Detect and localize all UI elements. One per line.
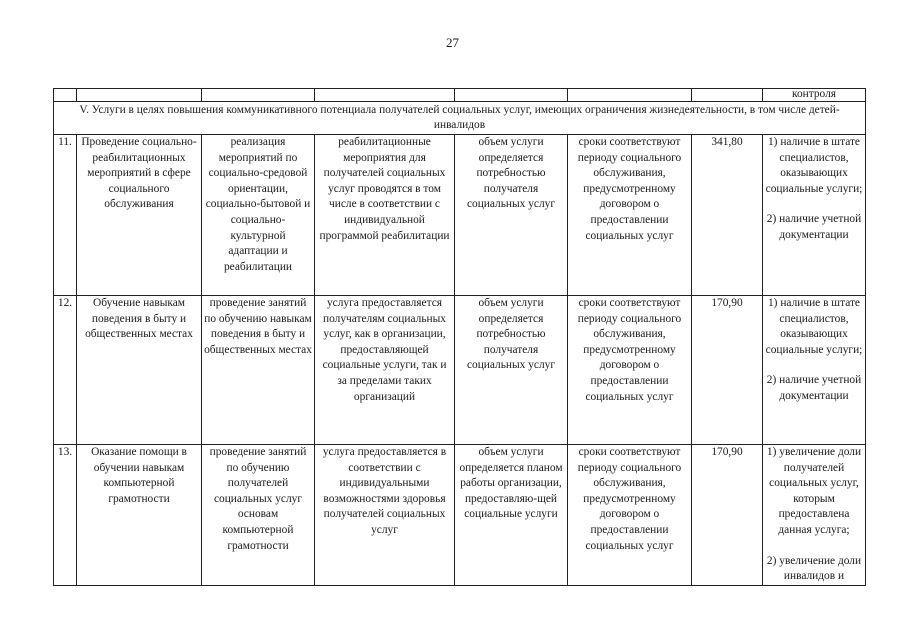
service-name: Проведение социально-реабилитационных мероприятий в сфере социального обслуживания — [77, 135, 202, 296]
service-volume: объем услуги определяется потребностью получателя социальных услуг — [455, 296, 568, 445]
service-name: Обучение навыкам поведения в быту и общественных местах — [77, 296, 202, 445]
service-content: реализация мероприятий по социально-средовой ориентации, социально-бытовой и социально-культурной адаптации и реабилитации — [202, 135, 315, 296]
table-row — [54, 135, 866, 296]
table-row — [54, 445, 866, 586]
section-heading-row — [54, 102, 866, 135]
row-number: 12. — [54, 296, 77, 445]
service-name: Оказание помощи в обучении навыкам компьютерной грамотности — [77, 445, 202, 586]
quality-item: 1) наличие в штате специалистов, оказывающих социальные услуги; — [765, 297, 863, 356]
service-terms: сроки соответствуют периоду социального обслуживания, предусмотренному договором о предоставлении социальных услуг — [568, 135, 692, 296]
quality-item: 1) увеличение доли получателей социальных услуг, которым предоставлена данная услуга; — [766, 446, 862, 536]
service-terms: сроки соответствуют периоду социального обслуживания, предусмотренному договором о предоставлении социальных услуг — [568, 296, 692, 445]
table-cell — [315, 89, 455, 102]
table-cell — [692, 89, 763, 102]
row-number: 11. — [54, 135, 77, 296]
service-content: проведение занятий по обучению навыкам поведения в быту и общественных местах — [202, 296, 315, 445]
service-volume: объем услуги определяется потребностью получателя социальных услуг — [455, 135, 568, 296]
quality-item: 2) увеличение доли инвалидов и — [766, 554, 862, 583]
service-quality — [763, 296, 866, 445]
table-stub-row — [54, 89, 866, 102]
page-number: 27 — [446, 35, 459, 50]
service-description: услуга предоставляется получателям социальных услуг, как в организации, предоставляющей социальные услуги, так и за пределами таких организаций — [315, 296, 455, 445]
service-price: 170,90 — [692, 445, 763, 586]
table-cell — [54, 89, 77, 102]
row-number: 13. — [54, 445, 77, 586]
service-terms: сроки соответствуют периоду социального обслуживания, предусмотренному договором о предоставлении социальных услуг — [568, 445, 692, 586]
table-cell — [455, 89, 568, 102]
service-description: услуга предоставляется в соответствии с индивидуальными возможностями здоровья получателей социальных услуг — [315, 445, 455, 586]
quality-item: 2) наличие учетной документации — [766, 213, 862, 241]
service-volume: объем услуги определяется планом работы организации, предоставляю-щей социальные услуги — [455, 445, 568, 586]
service-description: реабилитационные мероприятия для получателей социальных услуг проводятся в том числе в соответствии с индивидуальной программой реабилитации — [315, 135, 455, 296]
service-price: 341,80 — [692, 135, 763, 296]
service-quality — [763, 445, 866, 586]
service-content: проведение занятий по обучению получателей социальных услуг основам компьютерной грамотности — [202, 445, 315, 586]
table-cell: контроля — [763, 89, 866, 102]
table-cell — [202, 89, 315, 102]
service-quality — [763, 135, 866, 296]
quality-item: 1) наличие в штате специалистов, оказывающих социальные услуги; — [765, 136, 863, 195]
table-cell — [77, 89, 202, 102]
table-row — [54, 296, 866, 445]
service-price: 170,90 — [692, 296, 763, 445]
section-heading: V. Услуги в целях повышения коммуникативного потенциала получателей социальных услуг, имеющих ограничения жизнедеятельности, в том числе детей-инвалидов — [54, 102, 866, 135]
table-cell — [568, 89, 692, 102]
quality-item: 2) наличие учетной документации — [766, 374, 862, 402]
services-table — [53, 88, 866, 586]
